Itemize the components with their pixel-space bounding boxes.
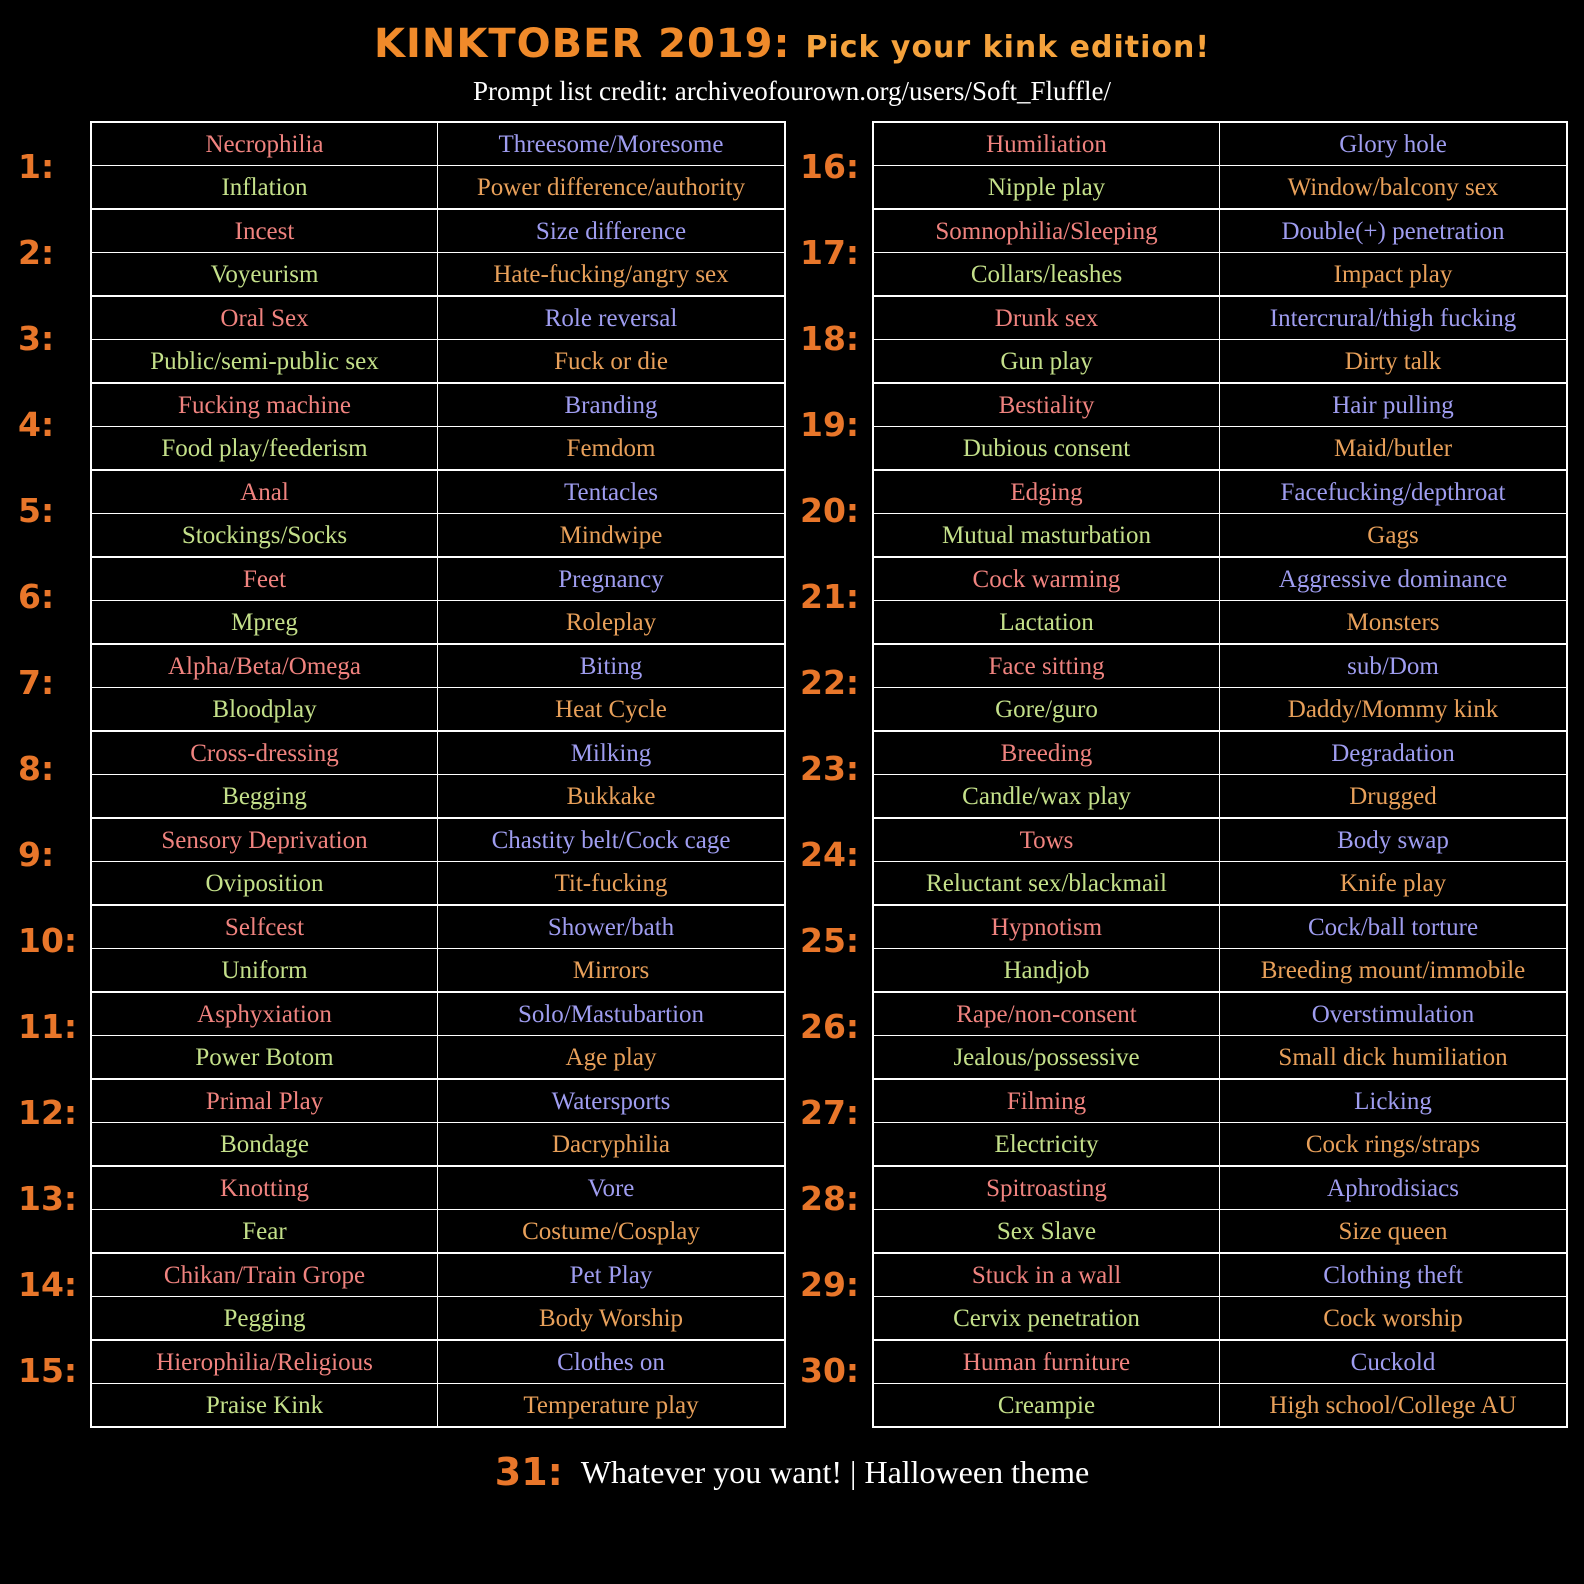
day-group: [874, 384, 1566, 471]
day-group: [92, 993, 784, 1080]
day-group: [874, 906, 1566, 993]
day-number: 18:: [800, 318, 860, 358]
day-number: 29:: [800, 1264, 860, 1304]
day-number: 17:: [800, 232, 860, 272]
prompt-cell[interactable]: Watersports: [551, 1087, 671, 1115]
footer-day-31: [0, 1450, 1584, 1494]
prompt-cell[interactable]: Rape/non-consent: [874, 993, 1220, 1035]
day-group: [92, 1167, 784, 1254]
prompt-cell[interactable]: Feet: [92, 558, 438, 600]
page-title-main: KINKTOBER 2019:: [373, 21, 791, 67]
day-number: 6:: [18, 576, 55, 616]
prompt-cell[interactable]: Solo/Mastubartion: [517, 1000, 705, 1028]
prompt-cell[interactable]: Knife play: [1339, 869, 1447, 897]
prompt-cell[interactable]: Hate-fucking/angry sex: [493, 260, 729, 288]
page-title: [0, 0, 1584, 66]
day-number: 1:: [18, 146, 55, 186]
prompt-cell[interactable]: Gags: [1367, 521, 1419, 549]
prompt-cell[interactable]: Degradation: [1331, 739, 1455, 767]
day-number: 11:: [18, 1006, 78, 1046]
prompt-cell[interactable]: Gore/guro: [874, 688, 1220, 730]
prompt-cell[interactable]: Cock worship: [1323, 1304, 1463, 1332]
prompt-cell[interactable]: Stockings/Socks: [92, 514, 438, 556]
prompt-cell[interactable]: Sensory Deprivation: [92, 819, 438, 861]
day-number: 13:: [18, 1178, 78, 1218]
day-group: [92, 1254, 784, 1341]
prompt-cell[interactable]: Mirrors: [572, 956, 650, 984]
day-group: [92, 645, 784, 732]
day-number: 27:: [800, 1092, 860, 1132]
prompt-cell[interactable]: Drugged: [1349, 782, 1437, 810]
prompt-cell[interactable]: Bondage: [92, 1123, 438, 1165]
prompt-cell[interactable]: High school/College AU: [1269, 1391, 1517, 1419]
prompt-cell[interactable]: Asphyxiation: [92, 993, 438, 1035]
prompt-cell[interactable]: Size queen: [1338, 1217, 1448, 1245]
prompt-cell[interactable]: Collars/leashes: [874, 253, 1220, 295]
day-number: 7:: [18, 662, 55, 702]
day-number: 3:: [18, 318, 55, 358]
day-group: [92, 1341, 784, 1426]
day-group: [874, 1341, 1566, 1426]
prompt-cell[interactable]: Humiliation: [874, 123, 1220, 165]
prompt-cell[interactable]: Aphrodisiacs: [1327, 1174, 1459, 1202]
prompt-cell[interactable]: Power Botom: [92, 1036, 438, 1078]
prompt-cell[interactable]: Handjob: [874, 949, 1220, 991]
prompt-cell[interactable]: Vore: [587, 1174, 635, 1202]
day-group: [874, 1254, 1566, 1341]
prompt-cell[interactable]: Praise Kink: [92, 1384, 438, 1426]
prompt-cell[interactable]: Spitroasting: [874, 1167, 1220, 1209]
day-group: [874, 471, 1566, 558]
day-number: 25:: [800, 920, 860, 960]
prompt-cell[interactable]: Nipple play: [874, 166, 1220, 208]
day-number: 4:: [18, 404, 55, 444]
day-number: 26:: [800, 1006, 860, 1046]
prompt-cell[interactable]: Edging: [874, 471, 1220, 513]
prompt-cell[interactable]: Electricity: [874, 1123, 1220, 1165]
prompt-cell[interactable]: Licking: [1354, 1087, 1432, 1115]
prompt-cell[interactable]: Breeding: [874, 732, 1220, 774]
prompt-cell[interactable]: Oral Sex: [92, 297, 438, 339]
prompt-cell[interactable]: Pet Play: [569, 1261, 653, 1289]
prompt-cell[interactable]: Dubious consent: [874, 427, 1220, 469]
prompt-cell[interactable]: Overstimulation: [1311, 1000, 1475, 1028]
prompt-cell[interactable]: Shower/bath: [547, 913, 675, 941]
prompt-cell[interactable]: Monsters: [1346, 608, 1440, 636]
prompt-cell[interactable]: Begging: [92, 775, 438, 817]
prompt-cell[interactable]: Hypnotism: [874, 906, 1220, 948]
prompt-cell[interactable]: Public/semi-public sex: [92, 340, 438, 382]
prompt-cell[interactable]: Double(+) penetration: [1281, 217, 1505, 245]
prompt-cell[interactable]: Incest: [92, 210, 438, 252]
prompt-cell[interactable]: Roleplay: [565, 608, 657, 636]
prompt-cell[interactable]: Inflation: [92, 166, 438, 208]
day-number: 2:: [18, 232, 55, 272]
day-group: [874, 732, 1566, 819]
prompt-cell[interactable]: Jealous/possessive: [874, 1036, 1220, 1078]
prompt-cell[interactable]: Maid/butler: [1333, 434, 1453, 462]
prompt-cell[interactable]: Role reversal: [544, 304, 678, 332]
day-number: 20:: [800, 490, 860, 530]
prompt-cell[interactable]: Cervix penetration: [874, 1297, 1220, 1339]
day-group: [874, 558, 1566, 645]
prompt-cell[interactable]: Necrophilia: [92, 123, 438, 165]
day-number: 14:: [18, 1264, 78, 1304]
prompt-cell[interactable]: Lactation: [874, 601, 1220, 643]
prompt-cell[interactable]: sub/Dom: [1347, 652, 1439, 680]
prompt-cell[interactable]: Reluctant sex/blackmail: [874, 862, 1220, 904]
prompt-cell[interactable]: Intercrural/thigh fucking: [1269, 304, 1517, 332]
prompt-cell[interactable]: Anal: [92, 471, 438, 513]
prompt-cell[interactable]: Sex Slave: [874, 1210, 1220, 1252]
prompt-cell[interactable]: Power difference/authority: [476, 173, 746, 201]
prompt-cell[interactable]: Uniform: [92, 949, 438, 991]
prompt-cell[interactable]: Fear: [92, 1210, 438, 1252]
prompt-cell[interactable]: Hair pulling: [1332, 391, 1454, 419]
prompt-cell[interactable]: Dacryphilia: [551, 1130, 670, 1158]
prompt-cell[interactable]: Bestiality: [874, 384, 1220, 426]
prompt-cell[interactable]: Chastity belt/Cock cage: [491, 826, 731, 854]
prompt-cell[interactable]: Glory hole: [1339, 130, 1447, 158]
prompt-cell[interactable]: Impact play: [1333, 260, 1453, 288]
day-number: 30:: [800, 1350, 860, 1390]
prompt-cell[interactable]: Mindwipe: [559, 521, 663, 549]
prompt-cell[interactable]: Pregnancy: [558, 565, 664, 593]
prompt-cell[interactable]: Costume/Cosplay: [522, 1217, 700, 1245]
prompt-cell[interactable]: Femdom: [566, 434, 656, 462]
prompt-cell[interactable]: Branding: [564, 391, 658, 419]
prompt-cell[interactable]: Tit-fucking: [554, 869, 668, 897]
day-number: 5:: [18, 490, 55, 530]
prompt-cell[interactable]: Voyeurism: [92, 253, 438, 295]
day-number: 10:: [18, 920, 78, 960]
day-group: [874, 210, 1566, 297]
day-group: [92, 906, 784, 993]
day-group: [874, 645, 1566, 732]
day-group: [92, 384, 784, 471]
prompt-cell[interactable]: Food play/feederism: [92, 427, 438, 469]
day-number: 15:: [18, 1350, 78, 1390]
prompt-cell[interactable]: Creampie: [874, 1384, 1220, 1426]
prompt-cell[interactable]: Chikan/Train Grope: [92, 1254, 438, 1296]
left-prompt-grid: [90, 121, 786, 1428]
day-group: [874, 993, 1566, 1080]
prompt-cell[interactable]: Aggressive dominance: [1278, 565, 1508, 593]
prompt-cell[interactable]: Primal Play: [92, 1080, 438, 1122]
prompt-cell[interactable]: Pegging: [92, 1297, 438, 1339]
left-column: [16, 121, 786, 1428]
prompt-cell[interactable]: Alpha/Beta/Omega: [92, 645, 438, 687]
day-group: [92, 819, 784, 906]
day-group: [92, 471, 784, 558]
prompt-cell[interactable]: Hierophilia/Religious: [92, 1341, 438, 1383]
prompt-cell[interactable]: Tentacles: [563, 478, 659, 506]
day-group: [874, 297, 1566, 384]
prompt-cell[interactable]: Clothes on: [557, 1348, 665, 1376]
prompt-cell[interactable]: Fucking machine: [92, 384, 438, 426]
day-number: 8:: [18, 748, 55, 788]
day-number: 22:: [800, 662, 860, 702]
prompt-cell[interactable]: Knotting: [92, 1167, 438, 1209]
prompt-cell[interactable]: Face sitting: [874, 645, 1220, 687]
prompt-cell[interactable]: Body swap: [1337, 826, 1449, 854]
prompt-cell[interactable]: Mpreg: [92, 601, 438, 643]
prompt-cell[interactable]: Small dick humiliation: [1278, 1043, 1508, 1071]
day-number: 21:: [800, 576, 860, 616]
day-group: [92, 732, 784, 819]
prompt-cell[interactable]: Biting: [579, 652, 643, 680]
prompt-columns: [0, 107, 1584, 1428]
prompt-cell[interactable]: Cock/ball torture: [1307, 913, 1479, 941]
prompt-cell[interactable]: Heat Cycle: [555, 695, 667, 723]
prompt-cell[interactable]: Drunk sex: [874, 297, 1220, 339]
footer-prompt-text: Whatever you want! | Halloween theme: [580, 1453, 1090, 1490]
prompt-cell[interactable]: Body Worship: [538, 1304, 684, 1332]
prompt-cell[interactable]: Mutual masturbation: [874, 514, 1220, 556]
day-group: [92, 1080, 784, 1167]
prompt-cell[interactable]: Clothing theft: [1323, 1261, 1463, 1289]
prompt-cell[interactable]: Daddy/Mommy kink: [1287, 695, 1499, 723]
left-day-numbers: [16, 121, 90, 1428]
prompt-cell[interactable]: Selfcest: [92, 906, 438, 948]
prompt-cell[interactable]: Milking: [570, 739, 652, 767]
prompt-cell[interactable]: Temperature play: [523, 1391, 699, 1419]
day-group: [92, 123, 784, 210]
prompt-cell[interactable]: Cross-dressing: [92, 732, 438, 774]
right-prompt-grid: [872, 121, 1568, 1428]
prompt-cell[interactable]: Cock warming: [874, 558, 1220, 600]
day-group: [874, 819, 1566, 906]
prompt-cell[interactable]: Dirty talk: [1344, 347, 1442, 375]
footer-day-number: 31:: [494, 1450, 563, 1494]
day-group: [874, 1167, 1566, 1254]
day-group: [92, 210, 784, 297]
prompt-cell[interactable]: Candle/wax play: [874, 775, 1220, 817]
day-number: 23:: [800, 748, 860, 788]
prompt-cell[interactable]: Fuck or die: [554, 347, 668, 375]
right-column: [798, 121, 1568, 1428]
day-group: [92, 558, 784, 645]
prompt-cell[interactable]: Tows: [874, 819, 1220, 861]
prompt-cell[interactable]: Window/balcony sex: [1287, 173, 1499, 201]
prompt-cell[interactable]: Size difference: [535, 217, 687, 245]
prompt-cell[interactable]: Bukkake: [566, 782, 656, 810]
prompt-credit: Prompt list credit: archiveofourown.org/users/Soft_Fluffle/: [473, 76, 1111, 106]
prompt-cell[interactable]: Oviposition: [92, 862, 438, 904]
prompt-cell[interactable]: Stuck in a wall: [874, 1254, 1220, 1296]
prompt-cell[interactable]: Filming: [874, 1080, 1220, 1122]
day-group: [874, 1080, 1566, 1167]
prompt-cell[interactable]: Facefucking/depthroat: [1280, 478, 1506, 506]
day-number: 24:: [800, 834, 860, 874]
prompt-cell[interactable]: Somnophilia/Sleeping: [874, 210, 1220, 252]
day-number: 12:: [18, 1092, 78, 1132]
day-number: 28:: [800, 1178, 860, 1218]
prompt-cell[interactable]: Cuckold: [1350, 1348, 1436, 1376]
prompt-cell[interactable]: Gun play: [874, 340, 1220, 382]
prompt-cell[interactable]: Bloodplay: [92, 688, 438, 730]
prompt-cell[interactable]: Breeding mount/immobile: [1260, 956, 1526, 984]
day-group: [92, 297, 784, 384]
prompt-cell[interactable]: Cock rings/straps: [1305, 1130, 1481, 1158]
prompt-cell[interactable]: Age play: [565, 1043, 657, 1071]
page-title-sub: Pick your kink edition!: [805, 30, 1211, 65]
day-number: 9:: [18, 834, 55, 874]
prompt-cell[interactable]: Human furniture: [874, 1341, 1220, 1383]
day-number: 19:: [800, 404, 860, 444]
day-group: [874, 123, 1566, 210]
prompt-cell[interactable]: Threesome/Moresome: [498, 130, 724, 158]
day-number: 16:: [800, 146, 860, 186]
right-day-numbers: [798, 121, 872, 1428]
